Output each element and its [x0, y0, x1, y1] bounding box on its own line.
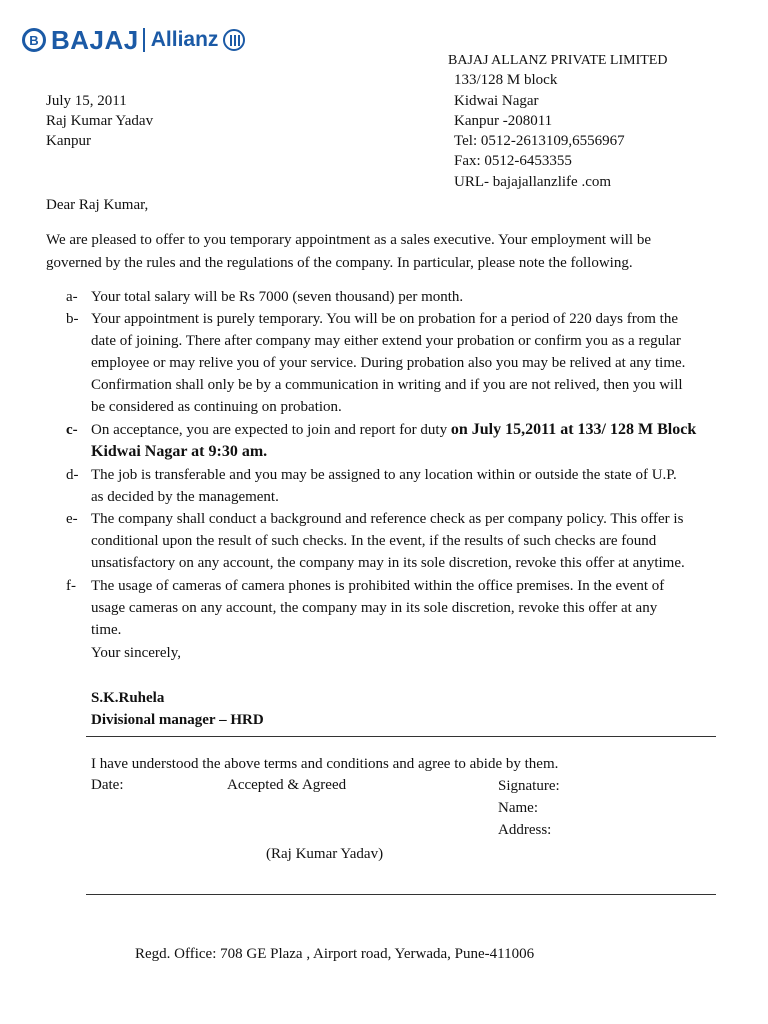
salutation: Dear Raj Kumar,	[46, 197, 149, 213]
company-address-line: 133/128 M block	[454, 72, 558, 88]
list-item-text: The usage of cameras of camera phones is prohibited within the office premises. In the event of	[91, 578, 665, 594]
recipient-name: Raj Kumar Yadav	[46, 113, 154, 129]
list-item-text: Confirmation shall only be by a communication in writing and if you are not relived, then you will	[91, 377, 683, 393]
letter-date: July 15, 2011	[46, 93, 127, 109]
join-instruction: On acceptance, you are expected to join and report for duty	[91, 422, 451, 438]
company-logo	[22, 26, 245, 54]
list-label: e-	[66, 511, 78, 527]
registered-office: Regd. Office: 708 GE Plaza , Airport road, Yerwada, Pune-411006	[135, 946, 535, 962]
accepted-label: Accepted & Agreed	[227, 777, 347, 793]
signatory-title: Divisional manager – HRD	[91, 712, 264, 728]
list-label: a-	[66, 289, 78, 305]
logo-text-allianz: Allianz	[150, 28, 219, 51]
list-item-text: time.	[91, 622, 122, 638]
list-item-text: usage cameras on any account, the company may in its sole discretion, revoke this offer at any	[91, 600, 658, 616]
list-item-text: The company shall conduct a background and reference check as per company policy. This offer is	[91, 511, 684, 527]
list-label: c-	[66, 422, 78, 438]
list-item-text: be considered as continuing on probation.	[91, 399, 342, 415]
list-item-text: as decided by the management.	[91, 489, 279, 505]
intro-line: We are pleased to offer to you temporary appointment as a sales executive. Your employment will be	[46, 232, 652, 248]
address-label: Address:	[498, 822, 552, 838]
list-label: b-	[66, 311, 79, 327]
logo-text-bajaj: BAJAJ	[51, 25, 139, 55]
company-fax: Fax: 0512-6453355	[454, 153, 572, 169]
closing: Your sincerely,	[91, 645, 181, 661]
list-label: d-	[66, 467, 79, 483]
date-label: Date:	[91, 777, 124, 793]
company-name: BAJAJ ALLANZ PRIVATE LIMITED	[448, 53, 668, 68]
list-item-text: The job is transferable and you may be assigned to any location within or outside the state of U.P.	[91, 467, 677, 483]
list-item-text: Your appointment is purely temporary. You will be on probation for a period of 220 days from the	[91, 311, 678, 327]
logo-divider	[143, 28, 145, 52]
list-item-text: Your total salary will be Rs 7000 (seven thousand) per month.	[91, 289, 464, 305]
list-label: f-	[66, 578, 76, 594]
signature-label: Signature:	[498, 778, 560, 794]
divider	[86, 894, 716, 895]
list-item-text: date of joining. There after company may either extend your probation or confirm you as a regular	[91, 333, 681, 349]
signatory-name: S.K.Ruhela	[91, 690, 165, 706]
company-address-line: Kidwai Nagar	[454, 93, 539, 109]
list-item-text	[91, 420, 696, 440]
divider	[86, 736, 716, 737]
acceptance-statement: I have understood the above terms and conditions and agree to abide by them.	[91, 756, 559, 772]
company-url: URL- bajajallanzlife .com	[454, 174, 612, 190]
allianz-eagle-icon	[223, 29, 245, 51]
candidate-name: (Raj Kumar Yadav)	[266, 846, 384, 862]
list-item-text: conditional upon the result of such checks. In the event, if the results of such checks are found	[91, 533, 657, 549]
bajaj-emblem-icon: B	[22, 28, 46, 52]
list-item-text: employee or may relive you of your service. During probation also you may be relived at any time.	[91, 355, 686, 371]
join-location-time: Kidwai Nagar at 9:30 am.	[91, 443, 268, 460]
recipient-city: Kanpur	[46, 133, 91, 149]
join-date-location: on July 15,2011 at 133/ 128 M Block	[450, 421, 697, 438]
list-item-text: unsatisfactory on any account, the company may in its sole discretion, revoke this offer at anytime.	[91, 555, 685, 571]
company-phone: Tel: 0512-2613109,6556967	[454, 133, 625, 149]
company-address-line: Kanpur -208011	[454, 113, 553, 129]
name-label: Name:	[498, 800, 538, 816]
intro-line: governed by the rules and the regulations of the company. In particular, please note the following.	[46, 255, 633, 271]
